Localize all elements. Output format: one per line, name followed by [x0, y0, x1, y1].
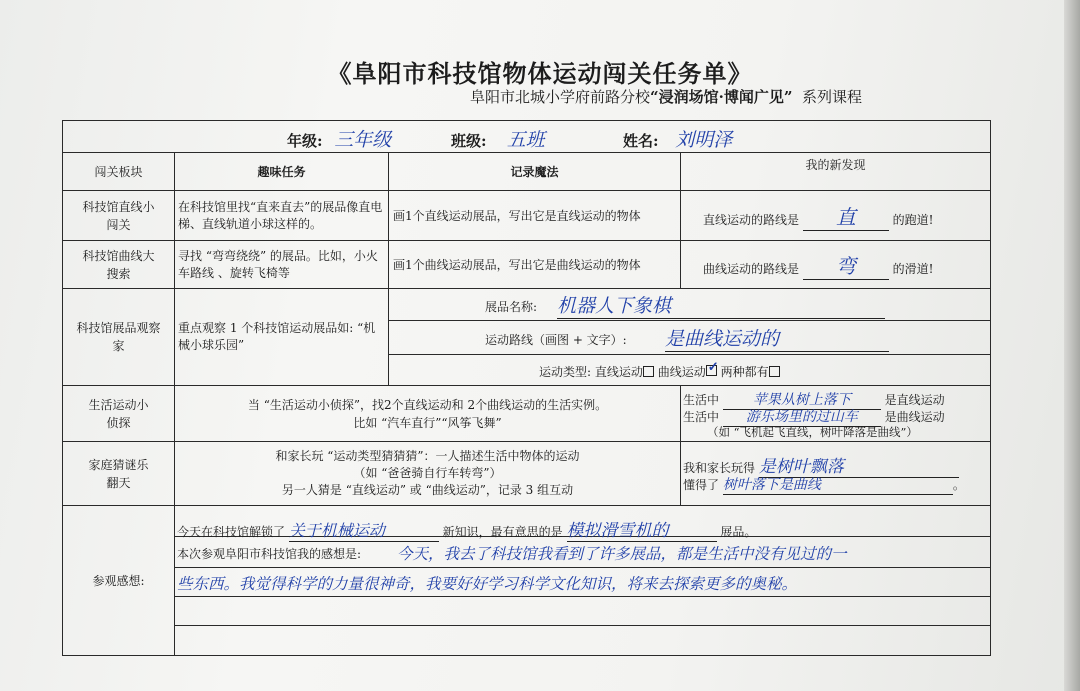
discovery-straight	[681, 191, 991, 241]
type-label: 运动类型:	[539, 365, 592, 379]
exhibit-name-label: 展品名称:	[485, 300, 538, 314]
exhibit-name-row	[389, 289, 990, 321]
life-answer-2[interactable]: 游乐场里的过山车	[723, 406, 881, 427]
exhibit-detail	[389, 289, 991, 386]
life-suffix-2: 是曲线运动	[884, 410, 945, 424]
unlock-mid: 新知识，最有意思的是	[442, 525, 563, 539]
grade-value[interactable]: 三年级	[328, 125, 398, 153]
task-curve: 寻找 “弯弯绕绕” 的展品。比如，小火车路线 、旋转飞椅等	[175, 241, 389, 289]
reflection-content	[175, 506, 991, 656]
family-learn-label: 懂得了	[683, 478, 720, 492]
feel-line1[interactable]: 今天，我去了科技馆我看到了许多展品，都是生活中没有见过的一	[397, 545, 847, 563]
exhibit-type-options	[539, 360, 780, 380]
block-life: 生活运动小侦探	[63, 386, 175, 442]
unlock-prefix: 今天在科技馆解锁了	[177, 525, 286, 539]
opt-both-label: 两种都有	[720, 365, 769, 379]
class-label: 班级:	[451, 132, 487, 150]
series-suffix: 系列课程	[802, 88, 863, 106]
name-value[interactable]: 刘明泽	[664, 125, 744, 153]
exhibit-route-label: 运动路线（画图 + 文字）:	[485, 333, 627, 347]
life-answer-1[interactable]: 苹果从树上落下	[723, 389, 881, 410]
opt-both-checkbox[interactable]	[769, 366, 780, 377]
block-reflection: 参观感想:	[63, 506, 175, 656]
paper-edge	[1064, 0, 1080, 691]
task-family-line1: 和家长玩 “运动类型猜猜猜”：一人描述生活中物体的运动	[275, 449, 580, 463]
worksheet-title: 《阜阳市科技馆物体运动闯关任务单》	[327, 59, 753, 88]
record-curve: 画1个曲线运动展品，写出它是曲线运动的物体	[389, 241, 681, 289]
header-discovery: 我的新发现	[681, 153, 991, 191]
opt-curve-checkbox[interactable]: ✓	[707, 360, 719, 375]
task-life	[175, 386, 681, 442]
block-exhibit: 科技馆展品观察家	[63, 289, 175, 386]
curve-answer[interactable]: 弯	[803, 250, 889, 280]
discovery-life	[681, 386, 991, 442]
task-exhibit: 重点观察 1 个科技馆运动展品如: “机械小球乐园”	[175, 289, 389, 386]
row-curve	[63, 241, 991, 289]
row-straight	[63, 191, 991, 241]
family-play-label: 我和家长玩得	[683, 461, 756, 475]
task-family-line3: 另一人猜是 “直线运动” 或 “曲线运动”，记录 3 组互动	[281, 483, 574, 497]
block-curve: 科技馆曲线大搜索	[63, 241, 175, 289]
feel-label: 本次参观阜阳市科技馆我的感想是:	[177, 547, 362, 561]
header-record: 记录魔法	[389, 153, 681, 191]
favorite-suffix: 展品。	[720, 525, 757, 539]
task-life-line2: 比如 “汽车直行”“风筝飞舞”	[353, 415, 502, 430]
life-prefix-1: 生活中	[683, 393, 720, 407]
task-family	[175, 442, 681, 506]
block-family: 家庭猜谜乐翻天	[63, 442, 175, 506]
header-row	[63, 153, 991, 191]
block-straight: 科技馆直线小闯关	[63, 191, 175, 241]
exhibit-route-row	[389, 321, 990, 355]
family-learn-line: 懂得了 树叶落下是曲线 。	[683, 474, 965, 495]
task-life-line1: 当 “生活运动小侦探”，找2个直线运动和 2个曲线运动的生活实例。	[247, 397, 608, 412]
reflection-blank-line1	[175, 597, 990, 626]
name-label: 姓名:	[623, 132, 659, 150]
family-learn-value[interactable]: 树叶落下是曲线	[723, 474, 953, 495]
reflection-feel-line2	[175, 568, 990, 597]
worksheet-subtitle	[470, 86, 862, 107]
row-family	[63, 442, 991, 506]
header-task: 趣味任务	[175, 153, 389, 191]
discovery-curve	[681, 241, 991, 289]
reflection-feel-line1	[175, 537, 990, 568]
row-life	[63, 386, 991, 442]
unlock-value[interactable]: 关于机械运动	[289, 518, 439, 542]
row-reflection	[63, 506, 991, 656]
task-family-line2: （如 “爸爸骑自行车转弯”）	[353, 466, 502, 480]
family-play-value[interactable]: 是树叶飘落	[759, 452, 959, 478]
info-row	[63, 121, 991, 153]
life-suffix-1: 是直线运动	[884, 393, 945, 407]
task-straight: 在科技馆里找“直来直去”的展品像直电梯、直线轨道小球这样的。	[175, 191, 389, 241]
curve-suffix: 的滑道!	[892, 261, 934, 276]
class-value[interactable]: 五班	[492, 125, 560, 153]
record-straight: 画1个直线运动展品，写出它是直线运动的物体	[389, 191, 681, 241]
reflection-blank-line2	[175, 626, 990, 654]
opt-straight-label: 直线运动	[594, 365, 643, 379]
task-table	[62, 120, 991, 656]
feel-line2[interactable]: 些东西。我觉得科学的力量很神奇，我要好好学习科学文化知识，将来去探索更多的奥秘。	[177, 575, 798, 593]
life-prefix-2: 生活中	[683, 410, 720, 424]
row-exhibit	[63, 289, 991, 386]
exhibit-route-value[interactable]: 是曲线运动的	[665, 324, 889, 352]
straight-suffix: 的跑道!	[892, 212, 934, 227]
discovery-family	[681, 442, 991, 506]
header-block: 闯关板块	[63, 153, 175, 191]
series-name: “浸润场馆·博闻广见”	[650, 88, 793, 106]
opt-straight-checkbox[interactable]	[643, 366, 654, 377]
straight-answer[interactable]: 直	[803, 201, 889, 231]
opt-curve-label: 曲线运动	[657, 365, 706, 379]
exhibit-name-value[interactable]: 机器人下象棋	[557, 291, 885, 319]
favorite-value[interactable]: 模拟滑雪机的	[567, 516, 717, 542]
straight-prefix: 直线运动的路线是	[703, 212, 800, 227]
exhibit-type-row	[389, 355, 990, 385]
life-example: （如 “飞机起飞直线，树叶降落是曲线”）	[707, 425, 918, 439]
grade-label: 年级:	[287, 132, 323, 150]
curve-prefix: 曲线运动的路线是	[703, 261, 800, 276]
reflection-unlock-line	[175, 506, 990, 541]
school-name: 阜阳市北城小学府前路分校	[470, 88, 651, 106]
info-cell	[63, 121, 991, 153]
